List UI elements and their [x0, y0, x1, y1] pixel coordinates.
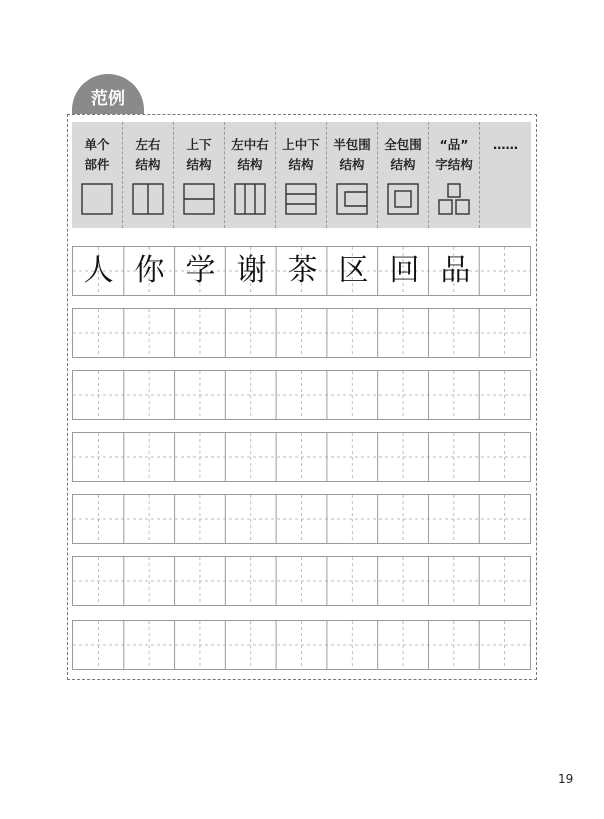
structure-column	[480, 122, 531, 228]
structure-label-line1: 左中右	[231, 137, 269, 152]
structure-column	[276, 122, 327, 228]
structure-column	[225, 122, 276, 228]
structure-label-line1: 上中下	[282, 137, 320, 152]
structure-label	[429, 135, 479, 175]
half-enclosure-structure-icon	[327, 182, 377, 216]
structure-column	[123, 122, 174, 228]
left-right-structure-icon	[123, 182, 173, 216]
example-character-row	[72, 246, 531, 296]
structure-label-line2: 结构	[390, 157, 416, 172]
page-number: 19	[558, 772, 574, 786]
structure-label	[174, 135, 224, 175]
structure-column	[378, 122, 429, 228]
example-character: 茶	[287, 253, 318, 288]
structure-label-line1: 左右	[135, 137, 161, 152]
structure-header	[72, 122, 531, 228]
structure-label-line2: 结构	[237, 157, 263, 172]
structure-label-line1: 半包围	[333, 137, 371, 152]
structure-label	[276, 135, 326, 175]
example-character: 人	[83, 253, 114, 288]
structure-label	[327, 135, 377, 175]
example-character: 品	[440, 253, 471, 288]
example-character: 你	[134, 253, 165, 288]
top-bottom-structure-icon	[174, 182, 224, 216]
structure-label	[378, 135, 428, 175]
structure-label-line2: 结构	[339, 157, 365, 172]
top-middle-bottom-structure-icon	[276, 182, 326, 216]
structure-label-line1: “品”	[439, 137, 469, 152]
example-character: 学	[185, 253, 216, 288]
structure-label-line1: 全包围	[384, 137, 422, 152]
structure-label-line2: 部件	[84, 157, 110, 172]
practice-row	[72, 308, 531, 358]
example-character: 区	[338, 253, 369, 288]
example-character: 回	[389, 253, 420, 288]
single-box-icon	[72, 182, 122, 216]
practice-row	[72, 432, 531, 482]
practice-row	[72, 494, 531, 544]
practice-row	[72, 370, 531, 420]
structure-column	[327, 122, 378, 228]
structure-column	[429, 122, 480, 228]
structure-label-line1: ……	[493, 137, 518, 152]
section-tab	[72, 74, 144, 114]
left-middle-right-structure-icon	[225, 182, 275, 216]
structure-label-line2: 结构	[135, 157, 161, 172]
structure-column	[174, 122, 225, 228]
practice-row	[72, 556, 531, 606]
structure-label-line1: 单个	[84, 137, 110, 152]
structure-column	[72, 122, 123, 228]
section-tab-label: 范例	[91, 89, 125, 109]
full-enclosure-structure-icon	[378, 182, 428, 216]
structure-label-line2: 结构	[186, 157, 212, 172]
example-character: 谢	[236, 253, 267, 288]
structure-label-line2: 结构	[288, 157, 314, 172]
structure-label	[225, 135, 275, 175]
structure-label	[72, 135, 122, 175]
structure-label	[480, 135, 531, 155]
practice-row	[72, 620, 531, 670]
structure-label	[123, 135, 173, 175]
structure-label-line1: 上下	[186, 137, 212, 152]
structure-label-line2: 字结构	[435, 157, 473, 172]
pin-structure-icon	[429, 182, 479, 216]
